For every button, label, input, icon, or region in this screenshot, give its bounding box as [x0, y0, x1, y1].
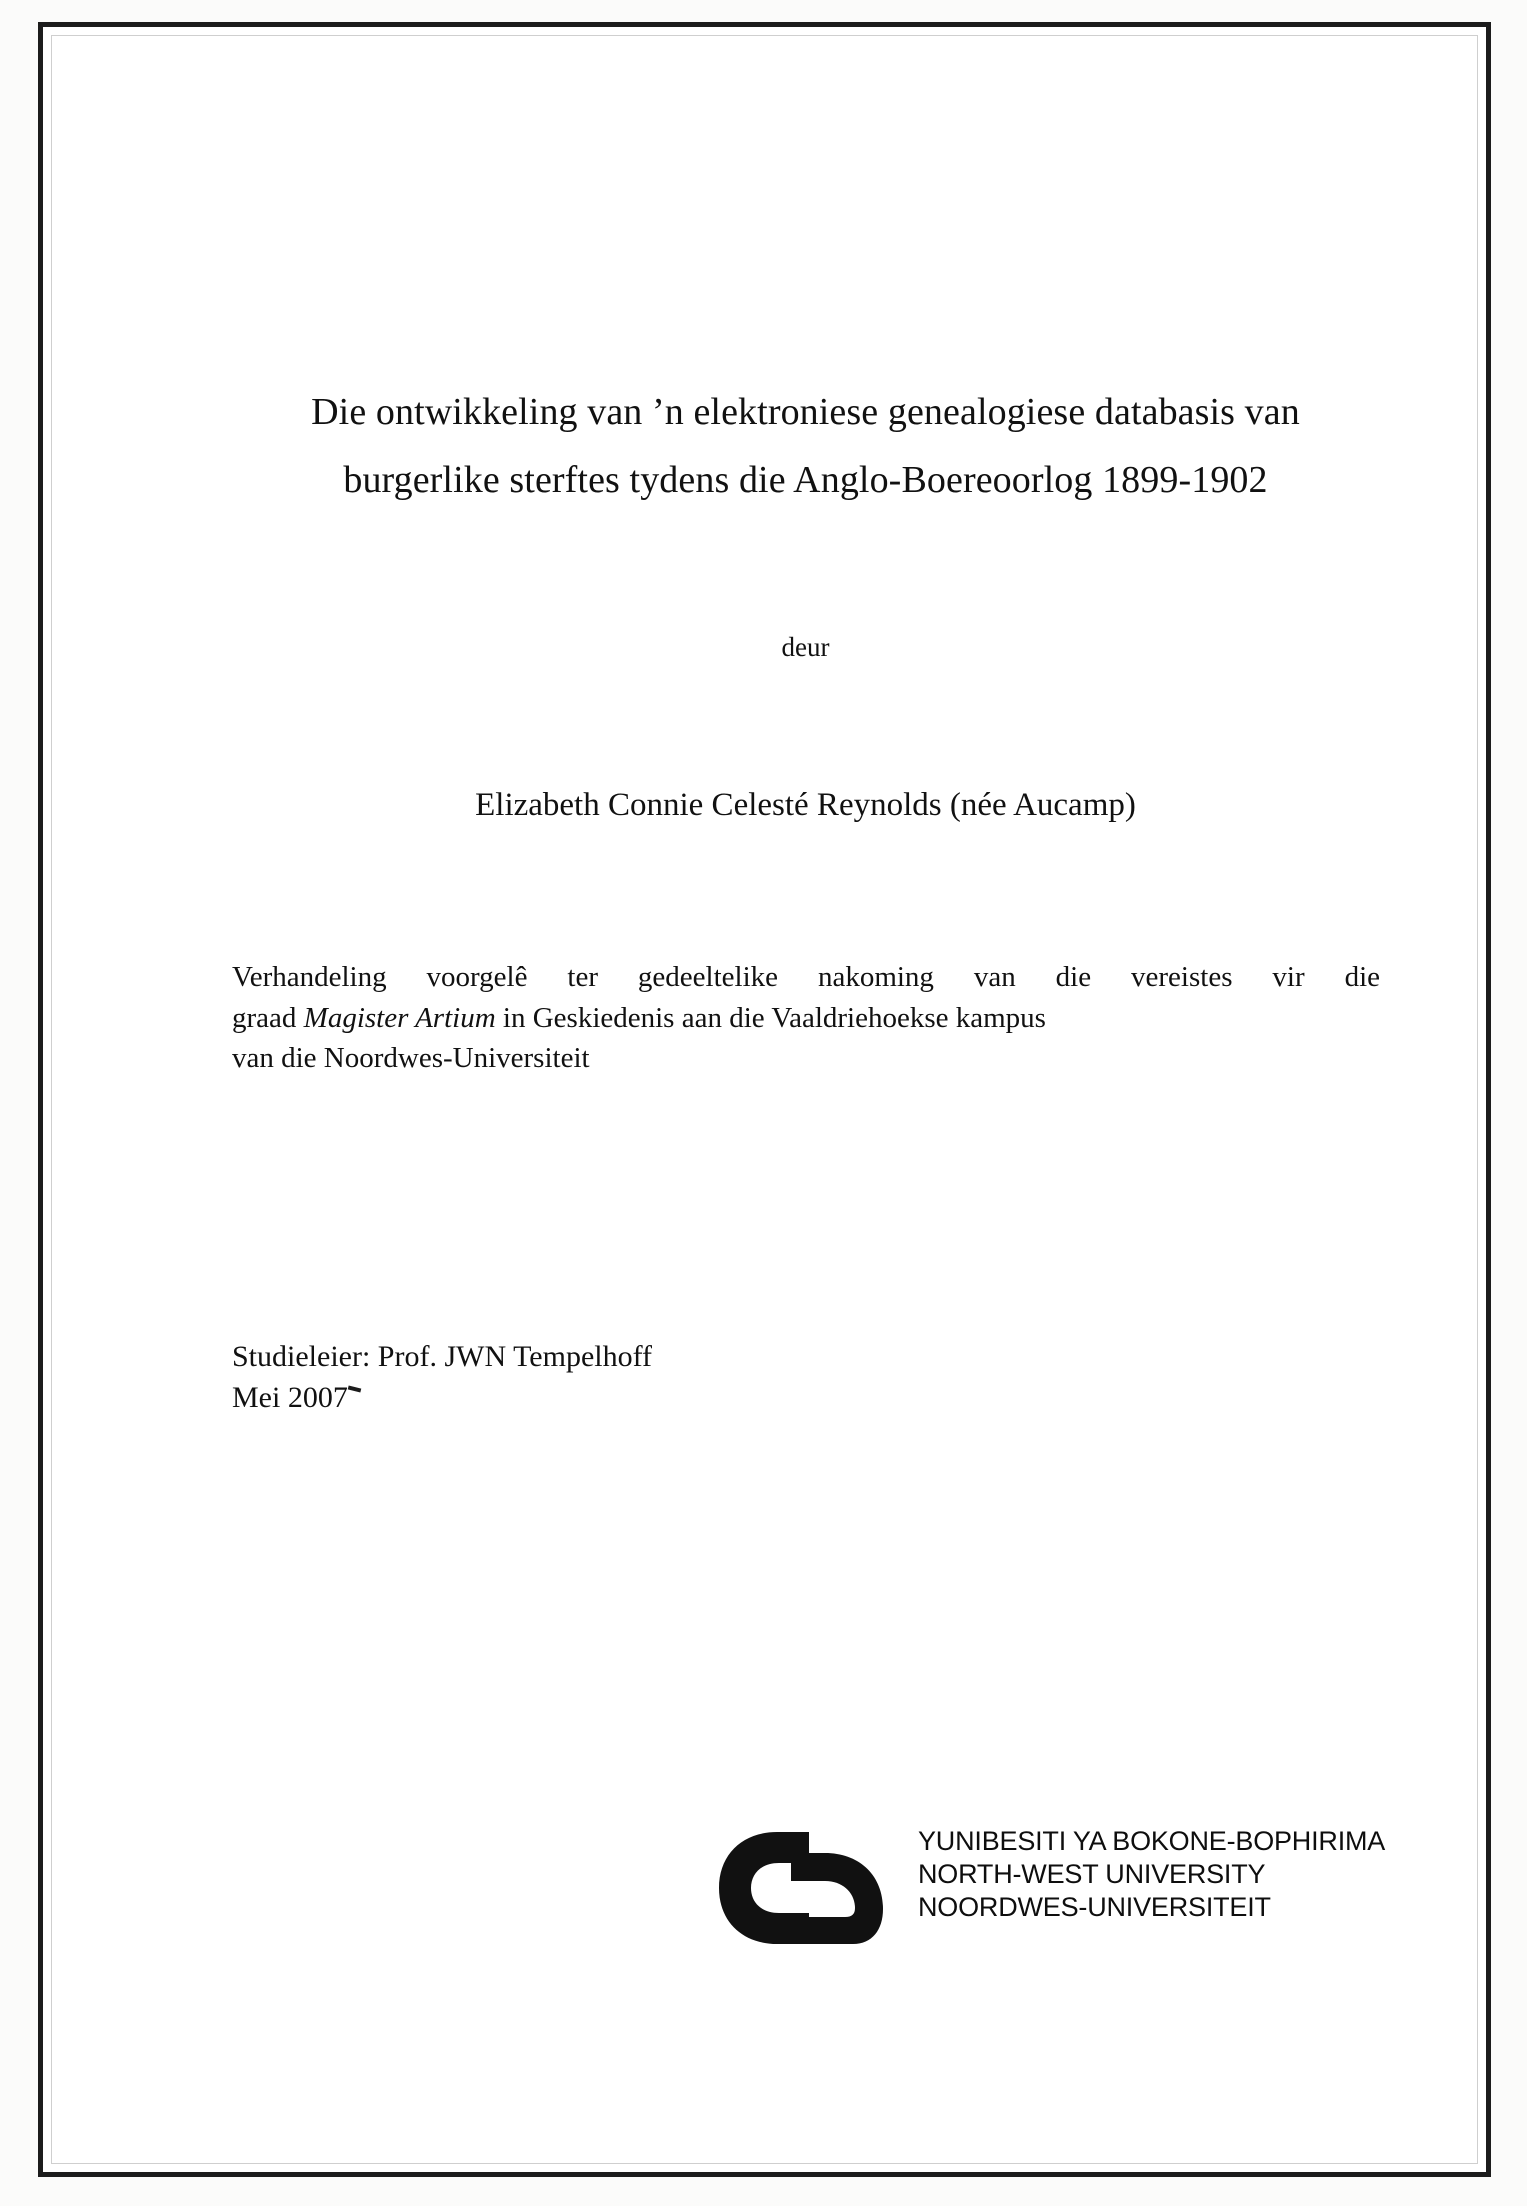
supervisor-and-date — [232, 1337, 652, 1418]
north-west-university-logo-icon — [713, 1829, 903, 1947]
logo-text-line-1: YUNIBESITI YA BOKONE-BOPHIRIMA — [918, 1826, 1386, 1856]
university-logo-text — [918, 1825, 1385, 1924]
university-logo-block — [528, 1825, 1388, 1955]
degree-name-italic: Magister Artium — [303, 1001, 496, 1034]
logo-text-line-2: NORTH-WEST UNIVERSITY — [918, 1858, 1266, 1889]
degree-statement-line-2 — [232, 998, 1380, 1039]
title-line-1: Die ontwikkeling van ’n elektroniese genealogiese databasis van — [311, 391, 1300, 433]
page-title — [228, 382, 1383, 511]
supervisor-line: Studieleier: Prof. JWN Tempelhoff — [232, 1340, 653, 1373]
degree-statement-line-3: van die Noordwes-Universiteit — [232, 1042, 590, 1075]
title-page-content — [228, 382, 1386, 1922]
logo-text-line-3: NOORDWES-UNIVERSITEIT — [918, 1891, 1271, 1922]
scan-border-frame — [38, 22, 1491, 2177]
by-label: deur — [781, 632, 830, 662]
title-line-2: burgerlike sterftes tydens die Anglo-Boereoorlog 1899-1902 — [343, 458, 1268, 501]
date-line: Mei 2007 — [232, 1378, 348, 1419]
author-name: Elizabeth Connie Celesté Reynolds (née Aucamp) — [475, 787, 1136, 823]
degree-statement-line-2-suffix: in Geskiedenis aan die Vaaldriehoekse kampus — [495, 1001, 1046, 1034]
degree-statement — [232, 957, 1380, 1079]
degree-statement-line-1: Verhandeling voorgelê ter gedeeltelike nakoming van die vereistes vir die — [232, 961, 1380, 993]
degree-statement-line-2-prefix: graad — [232, 1001, 304, 1034]
